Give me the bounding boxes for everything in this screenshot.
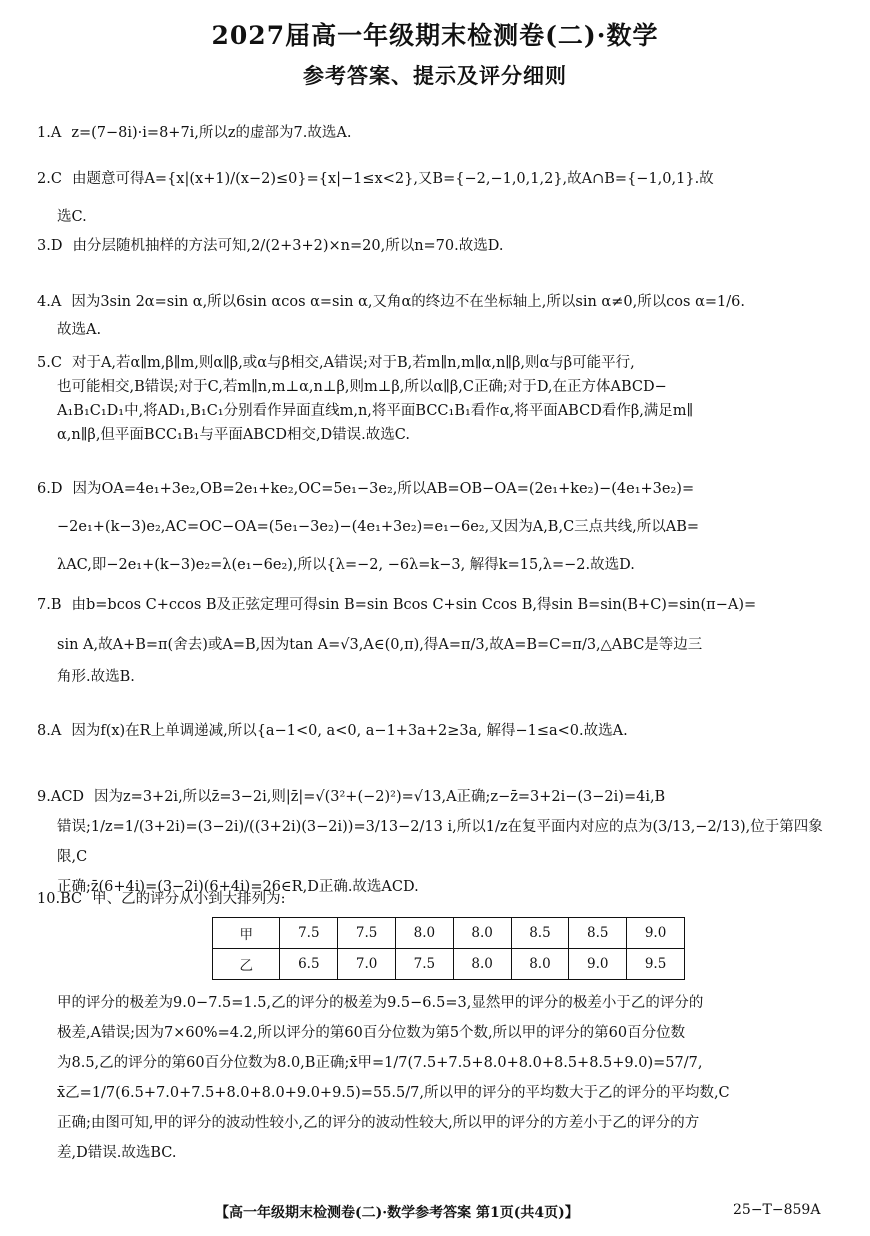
score-table	[212, 917, 685, 980]
table-row	[213, 949, 685, 980]
answer-item-7: 7.B 由b=bcos C+ccos B及正弦定理可得sin B=sin Bcos C+sin Ccos B,得sin B=sin(B+C)=sin(π−A)= sin A,故A+B=π(舍去)或A=B,因为tan A=√3,A∈(0,π),得A=π/3,故A=B=C=π/3,△ABC是等边三 角形.故选B.	[37, 597, 757, 685]
table-cell: 8.0	[396, 918, 454, 949]
answer-item-1: 1.A z=(7−8i)·i=8+7i,所以z的虚部为7.故选A.	[37, 125, 352, 141]
row-label: 甲	[213, 918, 280, 949]
table-cell: 8.0	[453, 949, 511, 980]
answer-item-2: 2.C 由题意可得A={x|(x+1)/(x−2)≤0}={x|−1≤x<2},又B={−2,−1,0,1,2},故A∩B={−1,0,1}.故 选C.	[37, 171, 714, 225]
answer-item-3: 3.D 由分层随机抽样的方法可知,2/(2+3+2)×n=20,所以n=70.故选D.	[37, 238, 504, 254]
footer-page-info: 【高一年级期末检测卷(二)·数学参考答案 第1页(共4页)】	[215, 1205, 579, 1221]
table-cell: 9.0	[627, 918, 685, 949]
answer-item-5: 5.C 对于A,若α∥m,β∥m,则α∥β,或α与β相交,A错误;对于B,若m∥n,m∥α,n∥β,则α与β可能平行, 也可能相交,B错误;对于C,若m∥n,m⊥α,n⊥β,则m⊥β,所以α∥β,C正确;对于D,在正方体ABCD− A₁B₁C₁D₁中,将AD₁,B₁C₁分别看作异面直线m,n,将平面BCC₁B₁看作α,将平面ABCD看作β,满足m∥ α,n∥β,但平面BCC₁B₁与平面ABCD相交,D错误.故选C.	[37, 355, 694, 443]
table-cell: 8.0	[453, 918, 511, 949]
page-subtitle: 参考答案、提示及评分细则	[303, 63, 567, 88]
answer-item-10: 10.BC 甲、乙的评分从小到大排列为:	[37, 891, 286, 907]
table-cell: 9.0	[569, 949, 627, 980]
table-cell: 7.5	[280, 918, 338, 949]
answer-item-4: 4.A 因为3sin 2α=sin α,所以6sin αcos α=sin α,又角α的终边不在坐标轴上,所以sin α≠0,所以cos α=1/6. 故选A.	[37, 294, 745, 338]
table-cell: 7.5	[338, 918, 396, 949]
answer-item-9: 9.ACD 因为z=3+2i,所以z̄=3−2i,则|z̄|=√(3²+(−2)²)=√13,A正确;z−z̄=3+2i−(3−2i)=4i,B 错误;1/z=1/(3+2i)=(3−2i)/((3+2i)(3−2i))=3/13−2/13 i,所以1/z在复平面内对应的点为(3/13,−2/13),位于第四象限,C 正确;z̄(6+4i)=(3−2i)(6+4i)=26∈R,D正确.故选ACD.	[37, 789, 823, 895]
table-cell: 6.5	[280, 949, 338, 980]
answer-item-10-analysis: 甲的评分的极差为9.0−7.5=1.5,乙的评分的极差为9.5−6.5=3,显然甲的评分的极差小于乙的评分的 极差,A错误;因为7×60%=4.2,所以评分的第60百分位数为第5个数,所以甲的评分的第60百分位数 为8.5,乙的评分的第60百分位数为8.0,B正确;x̄甲=1/7(7.5+7.5+8.0+8.0+8.5+8.5+9.0)=57/7, x̄乙=1/7(6.5+7.0+7.5+8.0+8.0+9.0+9.5)=55.5/7,所以甲的评分的平均数大于乙的评分的平均数,C 正确;由图可知,甲的评分的波动性较小,乙的评分的波动性较大,所以甲的评分的方差小于乙的评分的方 差,D错误.故选BC.	[57, 995, 730, 1161]
table-cell: 8.5	[569, 918, 627, 949]
table-cell: 7.5	[396, 949, 454, 980]
table-row	[213, 918, 685, 949]
table-cell: 8.0	[511, 949, 569, 980]
answer-item-6: 6.D 因为OA=4e₁+3e₂,OB=2e₁+ke₂,OC=5e₁−3e₂,所以AB=OB−OA=(2e₁+ke₂)−(4e₁+3e₂)= −2e₁+(k−3)e₂,AC=OC−OA=(5e₁−3e₂)−(4e₁+3e₂)=e₁−6e₂,又因为A,B,C三点共线,所以AB= λAC,即−2e₁+(k−3)e₂=λ(e₁−6e₂),所以{λ=−2, −6λ=k−3, 解得k=15,λ=−2.故选D.	[37, 481, 700, 573]
table-cell: 8.5	[511, 918, 569, 949]
table-cell: 9.5	[627, 949, 685, 980]
answer-item-8: 8.A 因为f(x)在R上单调递减,所以{a−1<0, a<0, a−1+3a+2≥3a, 解得−1≤a<0.故选A.	[37, 723, 628, 739]
page-title: 2027届高一年级期末检测卷(二)·数学	[211, 21, 659, 50]
table-cell: 7.0	[338, 949, 396, 980]
footer-code: 25−T−859A	[733, 1202, 821, 1218]
row-label: 乙	[213, 949, 280, 980]
